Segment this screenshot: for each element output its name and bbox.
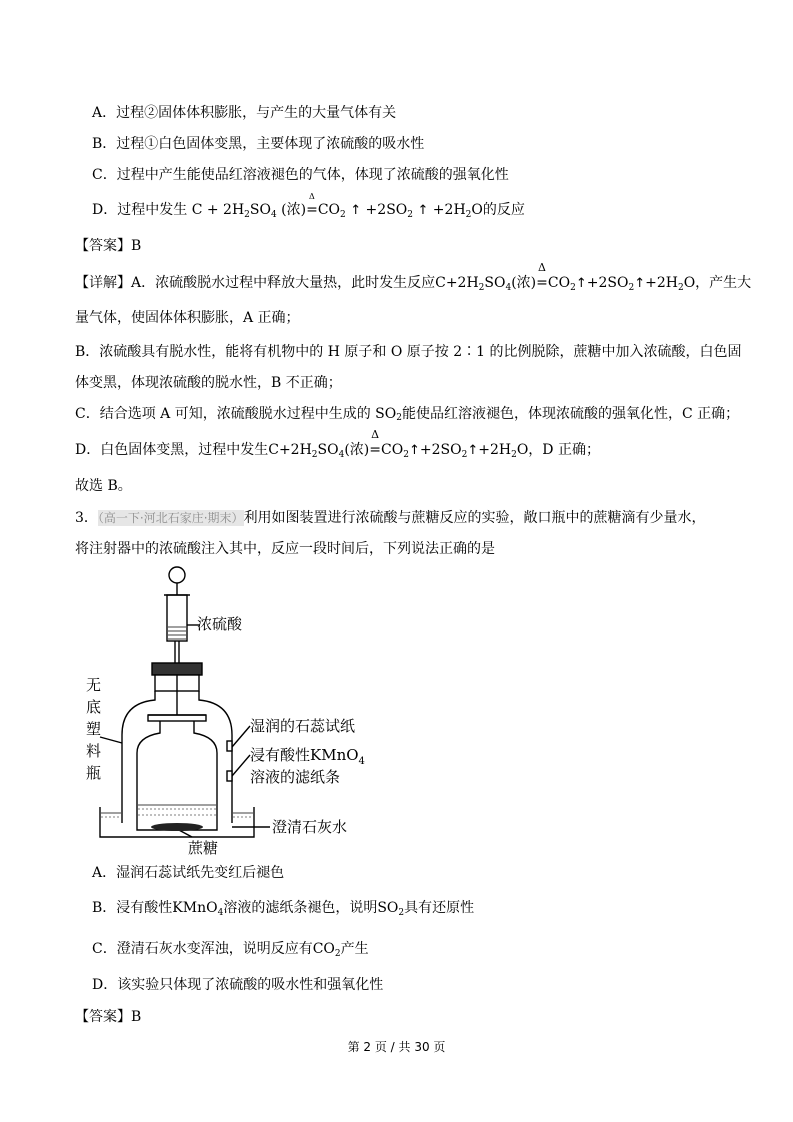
q2-detail-a-line1	[75, 261, 752, 298]
q3-option-d: D．该实验只体现了浓硫酸的吸水性和强氧化性	[92, 977, 384, 993]
q3-option-b-formula: KMnO$_4$	[172, 900, 224, 918]
q2-option-b: B．过程①白色固体变黑，主要体现了浓硫酸的吸水性	[92, 136, 425, 152]
q3-option-b	[92, 898, 474, 923]
label-sugar: 蔗糖	[188, 839, 219, 855]
label-acid: 浓硫酸	[197, 615, 243, 633]
q2-answer: 【答案】B	[75, 238, 142, 254]
q3-answer: 【答案】B	[75, 1009, 142, 1025]
q2-detail-b-line1: B．浓硫酸具有脱水性，能将有机物中的 H 原子和 O 原子按 2∶1 的比例脱除，蔗糖中加入浓硫酸，白色固	[75, 344, 742, 360]
q3-stem-line2: 将注射器中的浓硫酸注入其中，反应一段时间后，下列说法正确的是	[75, 541, 495, 557]
q2-detail-a-line2: 量气体，使固体体积膨胀，A 正确；	[75, 310, 300, 326]
q3-option-b-text2: 溶液的滤纸条褪色，说明	[223, 900, 378, 916]
q2-detail-c: C．结合选项 A 可知，浓硫酸脱水过程中生成的 SO2能使品红溶液褪色，体现浓硫酸的强氧化性，C 正确；	[75, 406, 740, 423]
page-footer: 第 2 页 / 共 30 页	[347, 1040, 446, 1054]
label-bottle-1: 无	[86, 676, 102, 694]
q3-option-b-so2: $SO_2$	[377, 900, 405, 918]
q3-option-a: A．湿润石蕊试纸先变红后褪色	[92, 865, 285, 881]
q2-detail-d-equation: $C+2H_2SO_4$(浓) Δ $=CO_2↑+2SO_2↑+2H_2O$	[268, 428, 529, 460]
label-bottle-2: 底	[86, 698, 102, 716]
q2-option-c: C．过程中产生能使品红溶液褪色的气体，体现了浓硫酸的强氧化性	[92, 167, 509, 183]
q2-detail-d-text: D．白色固体变黑，过程中发生	[75, 442, 269, 458]
q3-option-b-text3: 具有还原性	[404, 900, 475, 916]
q2-conclusion: 故选 B。	[75, 478, 132, 494]
apparatus-figure	[80, 565, 380, 855]
q3-option-c	[92, 939, 369, 964]
q2-option-d-suffix: 的反应	[482, 202, 525, 218]
q3-option-b-text1: B．浸有酸性	[92, 900, 173, 916]
q2-detail-b-line2: 体变黑，体现浓硫酸的脱水性，B 不正确；	[75, 375, 342, 391]
q2-detail-a-text: 【详解】A．浓硫酸脱水过程中释放大量热，此时发生反应	[75, 275, 436, 291]
q3-option-c-text1: C．澄清石灰水变浑浊，说明反应有	[92, 941, 313, 957]
q2-detail-a-equation: $C+2H_2SO_4$(浓) Δ $=CO_2↑+2SO_2↑+2H_2O$	[435, 261, 696, 293]
q3-stem-text: 利用如图装置进行浓硫酸与蔗糖反应的实验，敞口瓶中的蔗糖滴有少量水，	[243, 510, 706, 526]
label-bottle-3: 塑	[86, 720, 102, 738]
q2-detail-d	[75, 428, 600, 465]
label-limewater: 澄清石灰水	[272, 818, 348, 836]
q3-stem-line1	[75, 508, 706, 528]
q2-detail-a-text-tail: ，产生大	[695, 275, 752, 291]
label-litmus: 湿润的石蕊试纸	[250, 717, 356, 735]
q2-option-d	[92, 192, 525, 225]
label-kmno4-line2: 溶液的滤纸条	[250, 768, 341, 786]
q2-detail-c-text-tail: 能使品红溶液褪色，体现浓硫酸的强氧化性，C 正确；	[401, 406, 740, 422]
q2-option-d-equation: $C + 2H_2SO_4$ (浓) Δ $=CO_2$ ↑ $+2SO_2$ ↑ $+2H_2O$	[191, 192, 483, 220]
q2-option-a: A．过程②固体体积膨胀，与产生的大量气体有关	[92, 105, 397, 121]
q3-number: 3．	[75, 510, 98, 526]
q2-detail-d-text-tail: ，D 正确；	[528, 442, 600, 458]
q2-option-d-prefix: D．过程中发生	[92, 202, 188, 218]
label-bottle-4: 料	[86, 742, 102, 760]
q2-detail-c-text: C．结合选项 A 可知，浓硫酸脱水过程中生成的 SO	[75, 406, 397, 422]
q3-option-c-co2: $CO_2$	[312, 941, 341, 959]
q3-source-tag: （高一下·河北石家庄·期末）	[97, 511, 244, 525]
label-bottle-5: 瓶	[86, 764, 102, 782]
label-kmno4-line1: 浸有酸性KMnO$_4$	[250, 746, 365, 767]
q3-option-c-text2: 产生	[340, 941, 369, 957]
